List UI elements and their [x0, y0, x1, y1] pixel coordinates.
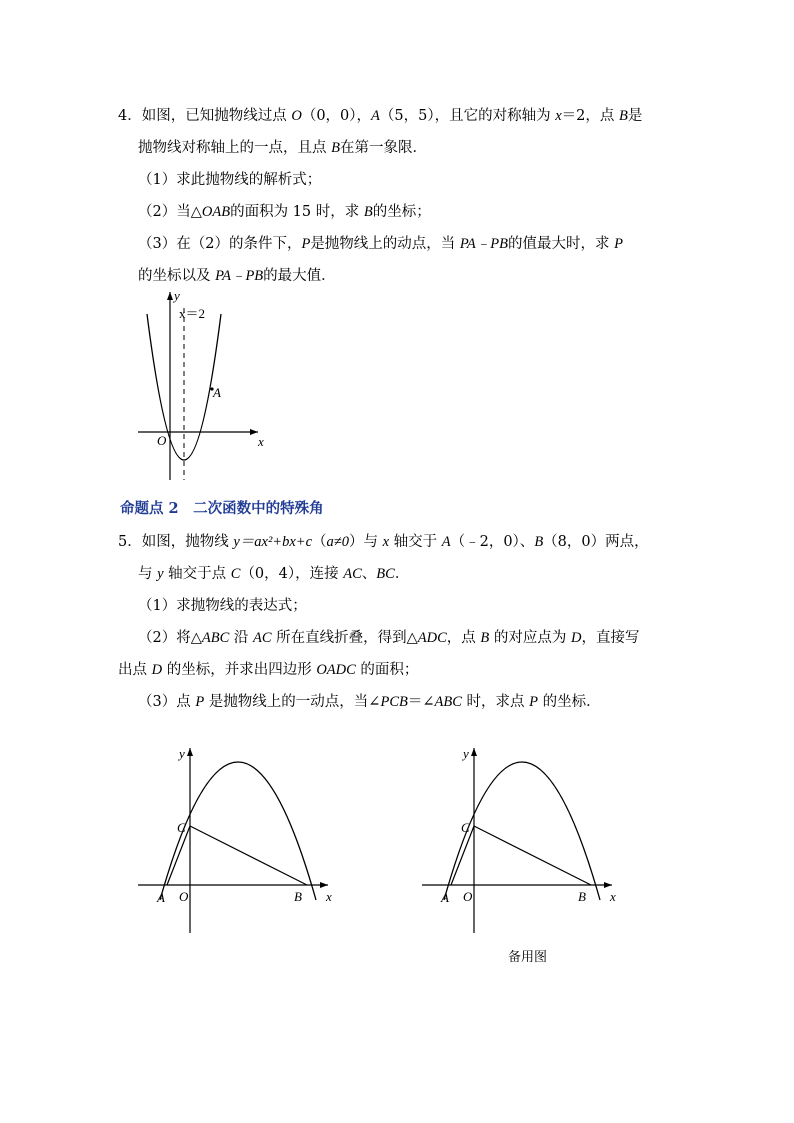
problem4-line2: 抛物线对称轴上的一点，且点 B在第一象限． [138, 140, 427, 156]
label-A: A [213, 385, 221, 400]
x-axis-arrow [250, 429, 258, 435]
x-axis-arrow [604, 882, 612, 888]
x-label: x [326, 889, 332, 904]
label-A: A [441, 890, 449, 905]
segment-BC [190, 826, 307, 885]
problem5-question3: （3）点 P 是抛物线上的一动点，当∠PCB＝∠ABC 时，求点 P 的坐标． [138, 694, 601, 710]
y-label: y [179, 746, 185, 761]
y-axis-arrow [471, 748, 477, 756]
problem5-line2: 与 y 轴交于点 C（0，4），连接 AC、BC． [138, 566, 410, 582]
label-C: C [461, 820, 470, 835]
section-heading: 命题点 2 二次函数中的特殊角 [120, 500, 324, 517]
problem4-figure [130, 284, 280, 484]
problem5-line1: 5．如图，抛物线 y＝ax²+bx+c（a≠0）与 x 轴交于 A（﹣2，0）、B（8，0）两点， [118, 534, 649, 550]
problem5-question1: （1）求抛物线的表达式； [138, 598, 307, 614]
problem5-question2-cont: 出点 D 的坐标，并求出四边形 OADC 的面积； [118, 662, 419, 678]
problem5-backup-figure [414, 740, 634, 940]
x-axis-arrow [320, 882, 328, 888]
segment-BC [474, 826, 591, 885]
problem4-number: 4． [118, 108, 142, 124]
problem4-question3: （3）在（2）的条件下，P是抛物线上的动点，当 PA﹣PB的值最大时，求 P [138, 236, 623, 252]
problem4-question2: （2）当△OAB的面积为 15 时，求 B的坐标； [138, 204, 431, 220]
label-O: O [157, 433, 167, 448]
y-label: y [463, 746, 469, 761]
problem4-question1: （1）求此抛物线的解析式； [138, 172, 322, 188]
label-B: B [578, 889, 586, 904]
problem4-line1: 4．如图，已知抛物线过点 O（0，0），A（5，5），且它的对称轴为 x＝2，点 B是 [118, 108, 643, 124]
label-O: O [179, 889, 189, 904]
y-axis-arrow [187, 748, 193, 756]
axis-of-symmetry-label: x＝2 [179, 306, 206, 321]
y-label: y [174, 288, 180, 303]
problem5-figure [130, 740, 350, 940]
label-O: O [463, 889, 473, 904]
x-label: x [610, 889, 616, 904]
problem5-number: 5． [118, 534, 142, 550]
x-label: x [258, 434, 264, 449]
label-A: A [157, 890, 165, 905]
y-axis-arrow [167, 292, 173, 300]
problem5-question2: （2）将△ABC 沿 AC 所在直线折叠，得到△ADC，点 B 的对应点为 D，直接写 [138, 630, 640, 646]
label-C: C [177, 820, 186, 835]
label-B: B [294, 889, 302, 904]
backup-figure-caption: 备用图 [508, 950, 548, 965]
problem4-question3-cont: 的坐标以及 PA﹣PB的最大值． [138, 268, 336, 284]
